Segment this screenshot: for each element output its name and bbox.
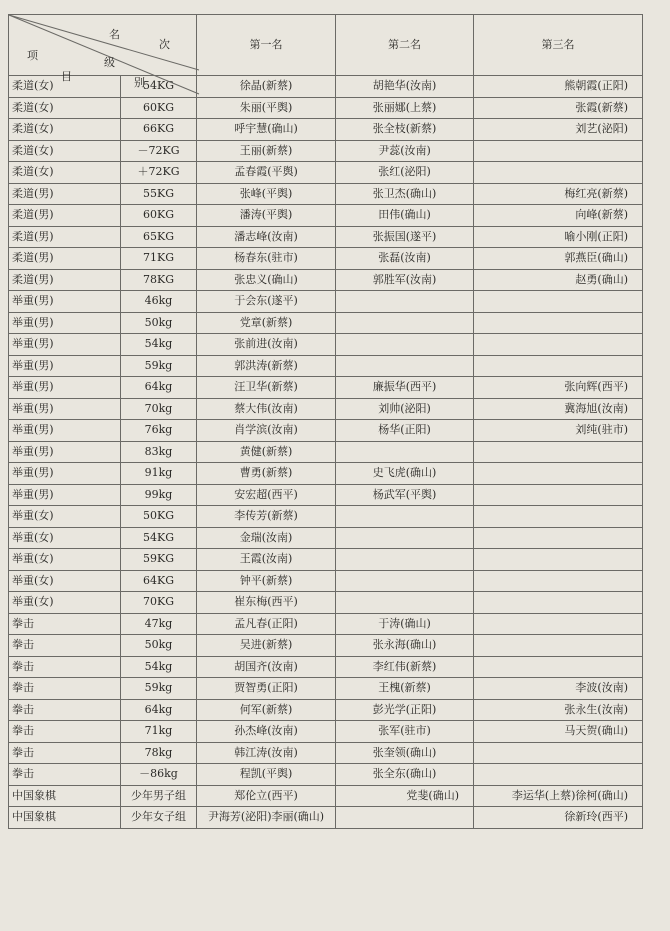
second-place-cell bbox=[336, 334, 474, 356]
first-place-cell: 于会东(遂平) bbox=[197, 291, 336, 313]
event-cell: 柔道(女) bbox=[9, 97, 121, 119]
second-place-cell: 刘帅(泌阳) bbox=[336, 398, 474, 420]
second-place-cell bbox=[336, 570, 474, 592]
event-cell: 拳击 bbox=[9, 721, 121, 743]
header-second: 第二名 bbox=[336, 15, 474, 76]
event-cell: 举重(女) bbox=[9, 527, 121, 549]
header-mu: 目 bbox=[61, 70, 72, 83]
weight-class-cell: 64kg bbox=[121, 377, 197, 399]
first-place-cell: 张前进(汝南) bbox=[197, 334, 336, 356]
first-place-cell: 张忠义(确山) bbox=[197, 269, 336, 291]
second-place-cell: 尹蕊(汝南) bbox=[336, 140, 474, 162]
table-row bbox=[9, 226, 643, 248]
table-row bbox=[9, 527, 643, 549]
weight-class-cell: 54kg bbox=[121, 334, 197, 356]
weight-class-cell: 50kg bbox=[121, 312, 197, 334]
weight-class-cell: 70kg bbox=[121, 398, 197, 420]
event-cell: 柔道(女) bbox=[9, 119, 121, 141]
weight-class-cell: ＋72KG bbox=[121, 162, 197, 184]
header-ci: 次 bbox=[159, 38, 170, 51]
table-row bbox=[9, 420, 643, 442]
second-place-cell: 张全东(确山) bbox=[336, 764, 474, 786]
weight-class-cell: 59KG bbox=[121, 549, 197, 571]
first-place-cell: 呼宇慧(确山) bbox=[197, 119, 336, 141]
first-place-cell: 徐晶(新蔡) bbox=[197, 76, 336, 98]
weight-class-cell: 91kg bbox=[121, 463, 197, 485]
second-place-cell bbox=[336, 807, 474, 829]
first-place-cell: 尹海芳(泌阳)李丽(确山) bbox=[197, 807, 336, 829]
first-place-cell: 黄健(新蔡) bbox=[197, 441, 336, 463]
weight-class-cell: 47kg bbox=[121, 613, 197, 635]
first-place-cell: 吴进(新蔡) bbox=[197, 635, 336, 657]
first-place-cell: 程凯(平舆) bbox=[197, 764, 336, 786]
table-row bbox=[9, 721, 643, 743]
third-place-cell: 李波(汝南) bbox=[474, 678, 643, 700]
second-place-cell: 张卫杰(确山) bbox=[336, 183, 474, 205]
table-row bbox=[9, 678, 643, 700]
second-place-cell bbox=[336, 506, 474, 528]
event-cell: 拳击 bbox=[9, 656, 121, 678]
third-place-cell bbox=[474, 291, 643, 313]
second-place-cell: 田伟(确山) bbox=[336, 205, 474, 227]
third-place-cell bbox=[474, 355, 643, 377]
weight-class-cell: 55KG bbox=[121, 183, 197, 205]
weight-class-cell: －72KG bbox=[121, 140, 197, 162]
first-place-cell: 金瑞(汝南) bbox=[197, 527, 336, 549]
weight-class-cell: 99kg bbox=[121, 484, 197, 506]
first-place-cell: 潘涛(平舆) bbox=[197, 205, 336, 227]
event-cell: 举重(女) bbox=[9, 549, 121, 571]
second-place-cell bbox=[336, 312, 474, 334]
third-place-cell bbox=[474, 635, 643, 657]
third-place-cell: 马天贺(确山) bbox=[474, 721, 643, 743]
weight-class-cell: 54kg bbox=[121, 656, 197, 678]
table-row bbox=[9, 183, 643, 205]
first-place-cell: 潘志峰(汝南) bbox=[197, 226, 336, 248]
event-cell: 拳击 bbox=[9, 699, 121, 721]
table-row bbox=[9, 807, 643, 829]
third-place-cell: 郭燕臣(确山) bbox=[474, 248, 643, 270]
first-place-cell: 党章(新蔡) bbox=[197, 312, 336, 334]
event-cell: 举重(男) bbox=[9, 484, 121, 506]
header-first: 第一名 bbox=[197, 15, 336, 76]
third-place-cell: 刘纯(驻市) bbox=[474, 420, 643, 442]
weight-class-cell: 65KG bbox=[121, 226, 197, 248]
event-cell: 举重(男) bbox=[9, 420, 121, 442]
header-row bbox=[9, 15, 643, 76]
table-row bbox=[9, 205, 643, 227]
event-cell: 柔道(男) bbox=[9, 226, 121, 248]
event-cell: 举重(男) bbox=[9, 441, 121, 463]
first-place-cell: 孙杰峰(汝南) bbox=[197, 721, 336, 743]
second-place-cell: 杨华(正阳) bbox=[336, 420, 474, 442]
event-cell: 举重(男) bbox=[9, 377, 121, 399]
table-row bbox=[9, 656, 643, 678]
first-place-cell: 安宏超(西平) bbox=[197, 484, 336, 506]
third-place-cell bbox=[474, 441, 643, 463]
event-cell: 柔道(男) bbox=[9, 248, 121, 270]
table-row bbox=[9, 484, 643, 506]
table-row bbox=[9, 463, 643, 485]
weight-class-cell: 64kg bbox=[121, 699, 197, 721]
second-place-cell: 史飞虎(确山) bbox=[336, 463, 474, 485]
weight-class-cell: 71kg bbox=[121, 721, 197, 743]
second-place-cell: 张永海(确山) bbox=[336, 635, 474, 657]
weight-class-cell: 70KG bbox=[121, 592, 197, 614]
third-place-cell: 赵勇(确山) bbox=[474, 269, 643, 291]
weight-class-cell: 78kg bbox=[121, 742, 197, 764]
table-row bbox=[9, 635, 643, 657]
first-place-cell: 王霞(汝南) bbox=[197, 549, 336, 571]
weight-class-cell: 76kg bbox=[121, 420, 197, 442]
table-row bbox=[9, 549, 643, 571]
event-cell: 举重(男) bbox=[9, 355, 121, 377]
first-place-cell: 蔡大伟(汝南) bbox=[197, 398, 336, 420]
table-row bbox=[9, 764, 643, 786]
event-cell: 举重(男) bbox=[9, 463, 121, 485]
third-place-cell: 熊朝霞(正阳) bbox=[474, 76, 643, 98]
header-third: 第三名 bbox=[474, 15, 643, 76]
event-cell: 拳击 bbox=[9, 635, 121, 657]
third-place-cell bbox=[474, 463, 643, 485]
first-place-cell: 钟平(新蔡) bbox=[197, 570, 336, 592]
first-place-cell: 张峰(平舆) bbox=[197, 183, 336, 205]
weight-class-cell: 78KG bbox=[121, 269, 197, 291]
table-row bbox=[9, 162, 643, 184]
first-place-cell: 肖学滨(汝南) bbox=[197, 420, 336, 442]
table-row bbox=[9, 291, 643, 313]
first-place-cell: 曹勇(新蔡) bbox=[197, 463, 336, 485]
table-row bbox=[9, 570, 643, 592]
table-row bbox=[9, 355, 643, 377]
second-place-cell: 张全枝(新蔡) bbox=[336, 119, 474, 141]
table-row bbox=[9, 140, 643, 162]
first-place-cell: 王丽(新蔡) bbox=[197, 140, 336, 162]
weight-class-cell: 59kg bbox=[121, 678, 197, 700]
second-place-cell: 王槐(新蔡) bbox=[336, 678, 474, 700]
header-xiang: 项 bbox=[27, 49, 38, 62]
event-cell: 中国象棋 bbox=[9, 785, 121, 807]
weight-class-cell: 54KG bbox=[121, 76, 197, 98]
weight-class-cell: 少年女子组 bbox=[121, 807, 197, 829]
table-row bbox=[9, 592, 643, 614]
first-place-cell: 朱丽(平舆) bbox=[197, 97, 336, 119]
second-place-cell bbox=[336, 592, 474, 614]
event-cell: 柔道(女) bbox=[9, 162, 121, 184]
second-place-cell: 张奎领(确山) bbox=[336, 742, 474, 764]
weight-class-cell: 60KG bbox=[121, 205, 197, 227]
first-place-cell: 崔东梅(西平) bbox=[197, 592, 336, 614]
weight-class-cell: 59kg bbox=[121, 355, 197, 377]
second-place-cell: 张振国(遂平) bbox=[336, 226, 474, 248]
second-place-cell: 党斐(确山) bbox=[336, 785, 474, 807]
weight-class-cell: －86kg bbox=[121, 764, 197, 786]
third-place-cell bbox=[474, 764, 643, 786]
second-place-cell: 杨武军(平舆) bbox=[336, 484, 474, 506]
first-place-cell: 杨春东(驻市) bbox=[197, 248, 336, 270]
third-place-cell bbox=[474, 592, 643, 614]
weight-class-cell: 64KG bbox=[121, 570, 197, 592]
table-row bbox=[9, 312, 643, 334]
table-row bbox=[9, 334, 643, 356]
first-place-cell: 孟春霞(平舆) bbox=[197, 162, 336, 184]
third-place-cell: 李运华(上蔡)徐柯(确山) bbox=[474, 785, 643, 807]
third-place-cell bbox=[474, 484, 643, 506]
second-place-cell: 胡艳华(汝南) bbox=[336, 76, 474, 98]
event-cell: 举重(男) bbox=[9, 291, 121, 313]
event-cell: 中国象棋 bbox=[9, 807, 121, 829]
third-place-cell bbox=[474, 312, 643, 334]
second-place-cell bbox=[336, 355, 474, 377]
weight-class-cell: 83kg bbox=[121, 441, 197, 463]
table-row bbox=[9, 785, 643, 807]
second-place-cell: 张丽娜(上蔡) bbox=[336, 97, 474, 119]
third-place-cell: 向峰(新蔡) bbox=[474, 205, 643, 227]
table-row bbox=[9, 377, 643, 399]
table-row bbox=[9, 506, 643, 528]
weight-class-cell: 50KG bbox=[121, 506, 197, 528]
event-cell: 举重(女) bbox=[9, 570, 121, 592]
table-row bbox=[9, 119, 643, 141]
table-row bbox=[9, 97, 643, 119]
third-place-cell: 刘艺(泌阳) bbox=[474, 119, 643, 141]
third-place-cell: 张永生(汝南) bbox=[474, 699, 643, 721]
event-cell: 柔道(男) bbox=[9, 205, 121, 227]
first-place-cell: 胡国齐(汝南) bbox=[197, 656, 336, 678]
event-cell: 举重(男) bbox=[9, 312, 121, 334]
third-place-cell bbox=[474, 334, 643, 356]
event-cell: 柔道(女) bbox=[9, 140, 121, 162]
event-cell: 柔道(男) bbox=[9, 183, 121, 205]
first-place-cell: 郭洪涛(新蔡) bbox=[197, 355, 336, 377]
event-cell: 拳击 bbox=[9, 678, 121, 700]
third-place-cell: 冀海旭(汝南) bbox=[474, 398, 643, 420]
third-place-cell bbox=[474, 162, 643, 184]
table-row bbox=[9, 742, 643, 764]
second-place-cell bbox=[336, 527, 474, 549]
third-place-cell bbox=[474, 549, 643, 571]
third-place-cell bbox=[474, 527, 643, 549]
first-place-cell: 孟凡春(正阳) bbox=[197, 613, 336, 635]
first-place-cell: 贾智勇(正阳) bbox=[197, 678, 336, 700]
event-cell: 拳击 bbox=[9, 613, 121, 635]
third-place-cell bbox=[474, 140, 643, 162]
second-place-cell bbox=[336, 291, 474, 313]
event-cell: 拳击 bbox=[9, 764, 121, 786]
table-row bbox=[9, 699, 643, 721]
second-place-cell: 李红伟(新蔡) bbox=[336, 656, 474, 678]
second-place-cell: 于涛(确山) bbox=[336, 613, 474, 635]
first-place-cell: 汪卫华(新蔡) bbox=[197, 377, 336, 399]
results-table bbox=[8, 14, 643, 829]
third-place-cell bbox=[474, 570, 643, 592]
third-place-cell bbox=[474, 656, 643, 678]
second-place-cell bbox=[336, 441, 474, 463]
first-place-cell: 韩江涛(汝南) bbox=[197, 742, 336, 764]
weight-class-cell: 54KG bbox=[121, 527, 197, 549]
third-place-cell bbox=[474, 613, 643, 635]
second-place-cell bbox=[336, 549, 474, 571]
third-place-cell: 喻小刚(正阳) bbox=[474, 226, 643, 248]
third-place-cell: 梅红亮(新蔡) bbox=[474, 183, 643, 205]
event-cell: 举重(男) bbox=[9, 334, 121, 356]
weight-class-cell: 66KG bbox=[121, 119, 197, 141]
weight-class-cell: 71KG bbox=[121, 248, 197, 270]
second-place-cell: 彭光学(正阳) bbox=[336, 699, 474, 721]
third-place-cell: 徐新玲(西平) bbox=[474, 807, 643, 829]
table-row bbox=[9, 269, 643, 291]
header-bie: 别 bbox=[134, 76, 145, 89]
weight-class-cell: 少年男子组 bbox=[121, 785, 197, 807]
second-place-cell: 郭胜军(汝南) bbox=[336, 269, 474, 291]
second-place-cell: 张军(驻市) bbox=[336, 721, 474, 743]
weight-class-cell: 50kg bbox=[121, 635, 197, 657]
event-cell: 举重(男) bbox=[9, 398, 121, 420]
second-place-cell: 张磊(汝南) bbox=[336, 248, 474, 270]
third-place-cell bbox=[474, 506, 643, 528]
second-place-cell: 廉振华(西平) bbox=[336, 377, 474, 399]
event-cell: 举重(女) bbox=[9, 592, 121, 614]
third-place-cell: 张向辉(西平) bbox=[474, 377, 643, 399]
event-cell: 柔道(女) bbox=[9, 76, 121, 98]
third-place-cell bbox=[474, 742, 643, 764]
first-place-cell: 郑伦立(西平) bbox=[197, 785, 336, 807]
first-place-cell: 何军(新蔡) bbox=[197, 699, 336, 721]
table-row bbox=[9, 441, 643, 463]
event-cell: 举重(女) bbox=[9, 506, 121, 528]
header-ming: 名 bbox=[109, 28, 120, 41]
table-row bbox=[9, 248, 643, 270]
header-ji: 级 bbox=[104, 56, 115, 69]
first-place-cell: 李传芳(新蔡) bbox=[197, 506, 336, 528]
table-row bbox=[9, 613, 643, 635]
weight-class-cell: 46kg bbox=[121, 291, 197, 313]
table-row bbox=[9, 398, 643, 420]
event-cell: 柔道(男) bbox=[9, 269, 121, 291]
weight-class-cell: 60KG bbox=[121, 97, 197, 119]
second-place-cell: 张红(泌阳) bbox=[336, 162, 474, 184]
third-place-cell: 张霞(新蔡) bbox=[474, 97, 643, 119]
event-cell: 拳击 bbox=[9, 742, 121, 764]
